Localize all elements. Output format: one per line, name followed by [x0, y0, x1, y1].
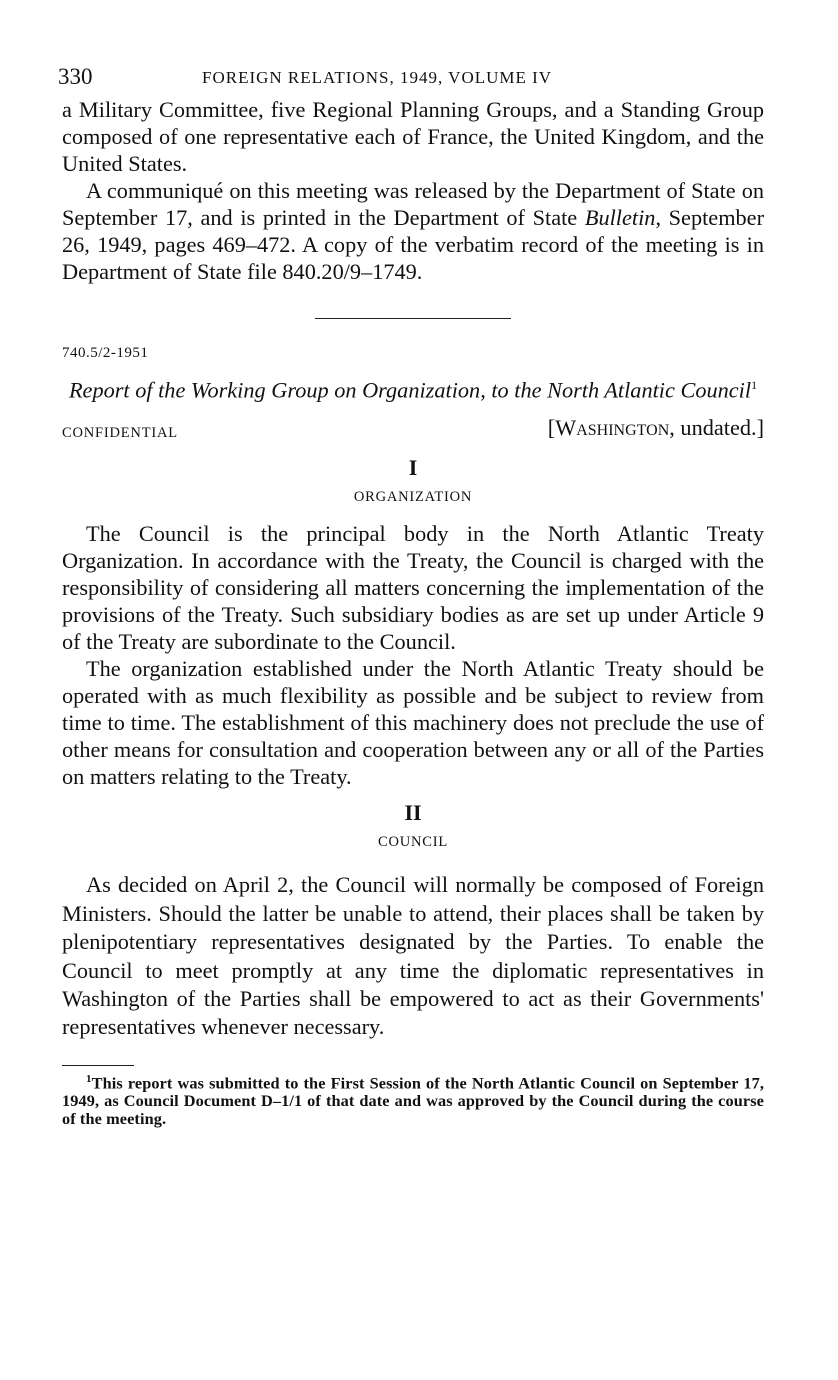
- footnote-divider: [62, 1065, 134, 1066]
- footnote: [62, 1070, 764, 1128]
- file-number: 740.5/2-1951: [62, 345, 149, 361]
- place-date: [548, 415, 764, 441]
- bulletin-title: Bulletin: [584, 205, 656, 230]
- section-numeral: II: [404, 800, 422, 826]
- running-title: FOREIGN RELATIONS, 1949, VOLUME IV: [202, 68, 553, 87]
- continuation-paragraph: a Military Committee, five Regional Planning Groups, and a Standing Group composed of one representative each of France, the United Kingdom, and the United States.: [62, 97, 764, 176]
- document-title-text: Report of the Working Group on Organization, to the North Atlantic Council: [68, 377, 752, 403]
- page-number: 330: [58, 64, 93, 89]
- communique-text-end: , September 26, 1949, pages 469–472. A copy of the verbatim record of the meeting is in Department of State file 840.20/9–1749.: [62, 205, 765, 284]
- running-head: [58, 60, 764, 96]
- footnote-reference: 1: [751, 378, 758, 392]
- date: , undated.]: [669, 415, 764, 441]
- section-paragraph: The Council is the principal body in the North Atlantic Treaty Organization. In accordance with the Treaty, the Council is charged with the responsibility of considering all matters concerning the implementation of the provisions of the Treaty. Such subsidiary bodies as are set up under Article 9 of the Treaty are subordinate to the Council.: [62, 521, 764, 655]
- classification-label: CONFIDENTIAL: [62, 425, 178, 442]
- place-date-open: [: [547, 415, 556, 441]
- footnote-text: This report was submitted to the First Session of the North Atlantic Council on September 17, 1949, as Council Document D–1/1 of that date and was approved by the Council during the course of the meeting.: [62, 1073, 764, 1129]
- place: Washington: [555, 415, 670, 441]
- communique-text-start: A communiqué on this meeting was released by the Department of State on September 17, and is printed in the Department of State: [62, 178, 764, 230]
- document-page: [58, 60, 765, 1145]
- section-paragraph: As decided on April 2, the Council will normally be composed of Foreign Ministers. Should the latter be unable to attend, their places shall be taken by plenipotentiary representatives designated by the Parties. To enable the Council to meet promptly at any time the diplomatic representatives in Washington of the Parties shall be empowered to act as their Governments' representatives whenever necessary.: [62, 872, 764, 1040]
- section-heading: ORGANIZATION: [353, 489, 473, 506]
- section-numeral: I: [408, 455, 418, 481]
- section-divider: [315, 318, 511, 319]
- document-meta: [62, 415, 764, 445]
- section-heading: COUNCIL: [377, 834, 449, 851]
- section-paragraph: The organization established under the North Atlantic Treaty should be operated with as much flexibility as possible and be subject to review from time to time. The establishment of this machinery does not preclude the use of other means for consultation and cooperation between any or all of the Parties on matters relating to the Treaty.: [62, 656, 764, 790]
- communique-paragraph: [62, 177, 764, 285]
- footnote-mark: 1: [86, 1072, 92, 1085]
- document-title: [62, 372, 764, 403]
